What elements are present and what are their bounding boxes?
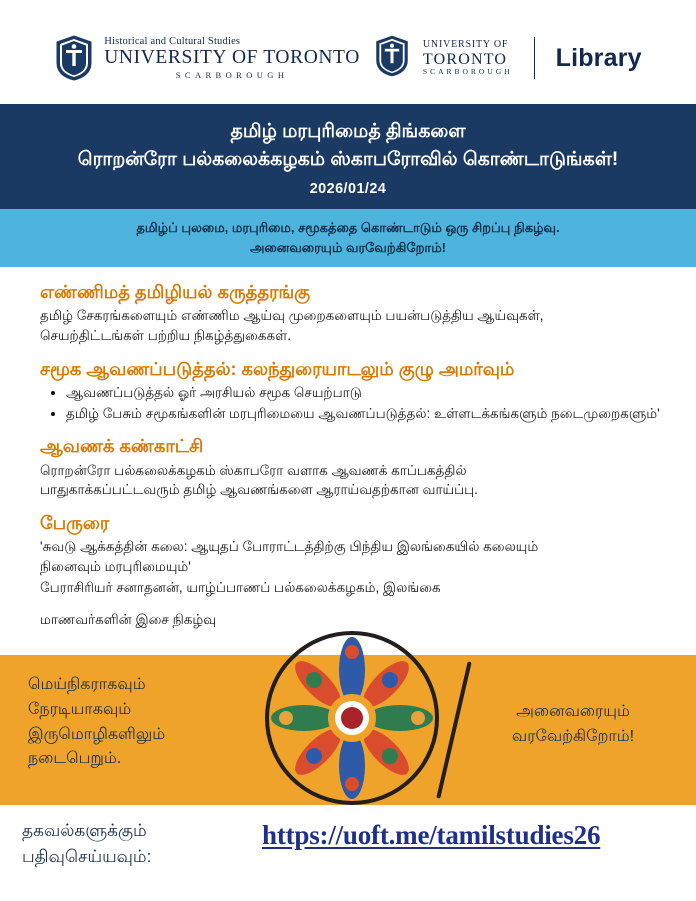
- utsc-wordmark-secondary: [423, 40, 513, 76]
- section-digital-tamil-symposium: [40, 281, 660, 346]
- university-label: UNIVERSITY OF TORONTO: [104, 47, 360, 69]
- section-bullet-list: [66, 383, 660, 423]
- university-line1: UNIVERSITY OF: [422, 38, 509, 50]
- registration-info-label: தகவல்களுக்கும் பதிவுசெய்யவும்:: [22, 821, 152, 866]
- library-wordmark: Library: [555, 43, 642, 72]
- title-line-2: ரொறன்ரோ பல்கலைக்கழகம் ஸ்காபரோவில் கொண்டாடுங்கள்!: [77, 148, 619, 170]
- utsc-library-logo: [374, 35, 642, 81]
- title-line-1: தமிழ் மரபுரிமைத் திங்களை: [230, 121, 466, 142]
- registration-url-link[interactable]: https://uoft.me/tamilstudies26: [262, 820, 601, 850]
- footer-welcome-note: அனைவரையும் வரவேற்கிறோம்!: [511, 703, 635, 745]
- subtitle-band: [0, 209, 696, 267]
- list-item: • ஆவணப்படுத்தல் ஓர் அரசியல் சமூக செயற்பாடு: [66, 383, 660, 403]
- utsc-hcs-logo: [54, 35, 360, 81]
- vertical-divider: [534, 37, 535, 79]
- hcs-unit-label: Historical and Cultural Studies: [104, 36, 241, 48]
- section-community-documentation: [40, 358, 660, 424]
- section-heading: சமூக ஆவணப்படுத்தல்: கலந்துரையாடலும் குழு அமர்வும்: [40, 358, 515, 379]
- section-paragraph: ரொறன்ரோ பல்கலைக்கழகம் ஸ்காபரோ வளாக ஆவணக் காப்பகத்தில்: [40, 462, 467, 478]
- university-line2: TORONTO: [422, 50, 508, 68]
- section-paragraph: பாதுகாக்கப்பட்டவரும் தமிழ் ஆவணங்களை ஆராய்வதற்கான வாய்ப்பு.: [40, 482, 478, 498]
- university-line3: SCARBOROUGH: [422, 66, 513, 76]
- campus-label: SCARBOROUGH: [175, 69, 289, 80]
- subtitle-line-1: தமிழ்ப் புலமை, மரபுரிமை, சமூகத்தை கொண்டாடும் ஒரு சிறப்பு நிகழ்வு.: [136, 220, 560, 236]
- section-heading: பேருரை: [40, 512, 110, 533]
- subtitle-line-2: அனைவரையும் வரவேற்கிறோம்!: [249, 239, 447, 255]
- uoft-crest-icon: [54, 35, 94, 81]
- event-date: 2026/01/24: [309, 181, 387, 198]
- student-music-performance: மாணவர்களின் இசை நிகழ்வு: [40, 611, 217, 627]
- section-paragraph: செயற்திட்டங்கள் பற்றிய நிகழ்த்துகைகள்.: [40, 328, 292, 344]
- section-heading: ஆவணக் கண்காட்சி: [40, 436, 204, 457]
- uoft-crest-icon: [374, 35, 414, 81]
- program-body: [0, 267, 696, 630]
- keynote-title-line-2: நினைவும் மரபுரிமையும்': [40, 559, 191, 575]
- list-item: • தமிழ் பேசும் சமூகங்களின் மரபுரிமையை ஆவணப்படுத்தல்: உள்ளடக்கங்களும் நடைமுறைகளும்': [66, 404, 660, 424]
- utsc-wordmark: [104, 36, 360, 79]
- keynote-speaker: பேராசிரியர் சனாதனன், யாழ்ப்பாணப் பல்கலைக்கழகம், இலங்கை: [40, 579, 441, 595]
- header-logos: [0, 0, 696, 104]
- section-archival-exhibit: [40, 435, 660, 500]
- tamil-heritage-emblem-icon: [262, 628, 442, 808]
- section-paragraph: தமிழ் சேகரங்களையும் எண்ணிம ஆய்வு முறைகளையும் பயன்படுத்திய ஆய்வுகள்,: [40, 308, 544, 324]
- section-heading: எண்ணிமத் தமிழியல் கருத்தரங்கு: [40, 282, 311, 303]
- footer-format-note: மெய்நிகராகவும் நேரடியாகவும் இருமொழிகளிலும் நடைபெறும்.: [28, 676, 166, 768]
- title-band: [0, 104, 696, 209]
- section-keynote: [40, 512, 660, 598]
- keynote-title-line-1: 'சுவடு ஆக்கத்தின் கலை: ஆயுதப் போராட்டத்திற்கு பிந்திய இலங்கையில் கலையும்: [40, 539, 539, 555]
